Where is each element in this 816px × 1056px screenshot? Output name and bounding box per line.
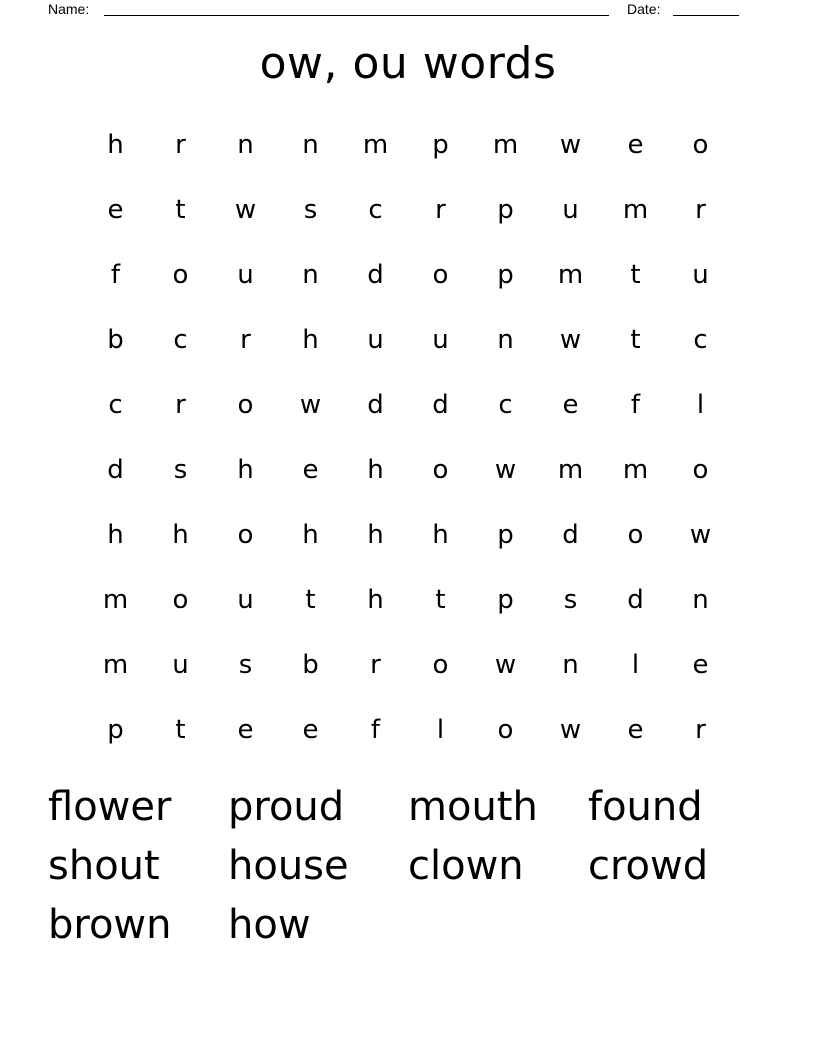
word-list — [48, 778, 768, 955]
grid-letter: o — [627, 520, 644, 550]
word-list-item: brown — [48, 902, 172, 948]
grid-letter: h — [107, 130, 124, 160]
grid-letter: u — [172, 650, 189, 680]
grid-letter: w — [559, 130, 582, 160]
grid-letter: l — [436, 715, 445, 745]
grid-letter: c — [108, 390, 123, 420]
grid-letter: o — [432, 260, 449, 290]
grid-letter: n — [562, 650, 579, 680]
grid-letter: t — [630, 260, 641, 290]
grid-letter: o — [497, 715, 514, 745]
grid-letter: t — [305, 585, 316, 615]
date-label: Date: — [627, 1, 661, 17]
grid-letter: h — [237, 455, 254, 485]
grid-letter: w — [689, 520, 712, 550]
grid-letter: b — [302, 650, 319, 680]
grid-letter: o — [692, 455, 709, 485]
grid-letter: c — [173, 325, 188, 355]
grid-letter: d — [562, 520, 579, 550]
grid-letter: h — [107, 520, 124, 550]
name-label: Name: — [48, 1, 90, 17]
grid-letter: w — [494, 455, 517, 485]
grid-letter: e — [302, 455, 319, 485]
grid-letter: n — [302, 130, 319, 160]
grid-letter: u — [237, 585, 254, 615]
grid-letter: m — [102, 585, 129, 615]
grid-letter: o — [172, 260, 189, 290]
grid-letter: d — [367, 260, 384, 290]
grid-letter: e — [107, 195, 124, 225]
grid-letter: o — [172, 585, 189, 615]
grid-letter: t — [435, 585, 446, 615]
grid-letter: p — [497, 195, 514, 225]
grid-letter: u — [367, 325, 384, 355]
grid-letter: h — [432, 520, 449, 550]
grid-letter: m — [102, 650, 129, 680]
grid-letter: s — [563, 585, 578, 615]
grid-letter: l — [696, 390, 705, 420]
grid-letter: n — [302, 260, 319, 290]
grid-letter: w — [494, 650, 517, 680]
grid-letter: e — [627, 715, 644, 745]
word-list-item: flower — [48, 784, 172, 830]
word-list-item: mouth — [408, 784, 538, 830]
grid-letter: f — [370, 715, 381, 745]
grid-letter: h — [367, 455, 384, 485]
grid-letter: m — [557, 260, 584, 290]
grid-letter: w — [234, 195, 257, 225]
date-blank-line — [673, 15, 739, 16]
grid-letter: s — [303, 195, 318, 225]
grid-letter: e — [302, 715, 319, 745]
grid-letter: t — [175, 715, 186, 745]
grid-letter: e — [692, 650, 709, 680]
grid-letter: t — [175, 195, 186, 225]
grid-letter: w — [299, 390, 322, 420]
grid-letter: m — [622, 195, 649, 225]
word-list-item: clown — [408, 843, 524, 889]
grid-letter: m — [557, 455, 584, 485]
grid-letter: m — [362, 130, 389, 160]
word-list-item: house — [228, 843, 349, 889]
grid-letter: s — [238, 650, 253, 680]
grid-letter: h — [172, 520, 189, 550]
grid-letter: d — [627, 585, 644, 615]
grid-letter: d — [367, 390, 384, 420]
grid-letter: t — [630, 325, 641, 355]
grid-letter: r — [175, 390, 186, 420]
grid-letter: p — [432, 130, 449, 160]
grid-letter: h — [367, 520, 384, 550]
word-list-item: found — [588, 784, 703, 830]
grid-letter: e — [237, 715, 254, 745]
grid-letter: d — [432, 390, 449, 420]
grid-letter: r — [240, 325, 251, 355]
name-blank-line — [104, 15, 609, 16]
grid-letter: u — [432, 325, 449, 355]
grid-letter: e — [627, 130, 644, 160]
grid-letter: f — [110, 260, 121, 290]
worksheet-header — [48, 0, 748, 20]
grid-letter: p — [497, 585, 514, 615]
grid-letter: m — [622, 455, 649, 485]
grid-letter: p — [107, 715, 124, 745]
grid-letter: c — [693, 325, 708, 355]
word-list-item: proud — [228, 784, 345, 830]
grid-letter: r — [695, 195, 706, 225]
grid-letter: n — [237, 130, 254, 160]
grid-letter: h — [367, 585, 384, 615]
grid-letter: r — [695, 715, 706, 745]
grid-letter: u — [562, 195, 579, 225]
grid-letter: c — [498, 390, 513, 420]
grid-letter: r — [175, 130, 186, 160]
grid-letter: u — [692, 260, 709, 290]
grid-letter: o — [432, 455, 449, 485]
grid-letter: e — [562, 390, 579, 420]
word-list-item: how — [228, 902, 311, 948]
grid-letter: n — [692, 585, 709, 615]
grid-letter: d — [107, 455, 124, 485]
grid-letter: r — [370, 650, 381, 680]
word-list-item: shout — [48, 843, 160, 889]
grid-letter: c — [368, 195, 383, 225]
grid-letter: m — [492, 130, 519, 160]
grid-letter: r — [435, 195, 446, 225]
grid-letter: o — [237, 520, 254, 550]
worksheet-title: ow, ou words — [259, 38, 557, 89]
grid-letter: w — [559, 325, 582, 355]
grid-letter: b — [107, 325, 124, 355]
grid-letter: n — [497, 325, 514, 355]
word-list-item: crowd — [588, 843, 709, 889]
grid-letter: o — [237, 390, 254, 420]
grid-letter: s — [173, 455, 188, 485]
grid-letter: o — [432, 650, 449, 680]
grid-letter: l — [631, 650, 640, 680]
word-search-grid — [83, 113, 733, 763]
grid-letter: h — [302, 325, 319, 355]
grid-letter: p — [497, 520, 514, 550]
grid-letter: f — [630, 390, 641, 420]
grid-letter: u — [237, 260, 254, 290]
grid-letter: o — [692, 130, 709, 160]
grid-letter: h — [302, 520, 319, 550]
grid-letter: w — [559, 715, 582, 745]
grid-letter: p — [497, 260, 514, 290]
